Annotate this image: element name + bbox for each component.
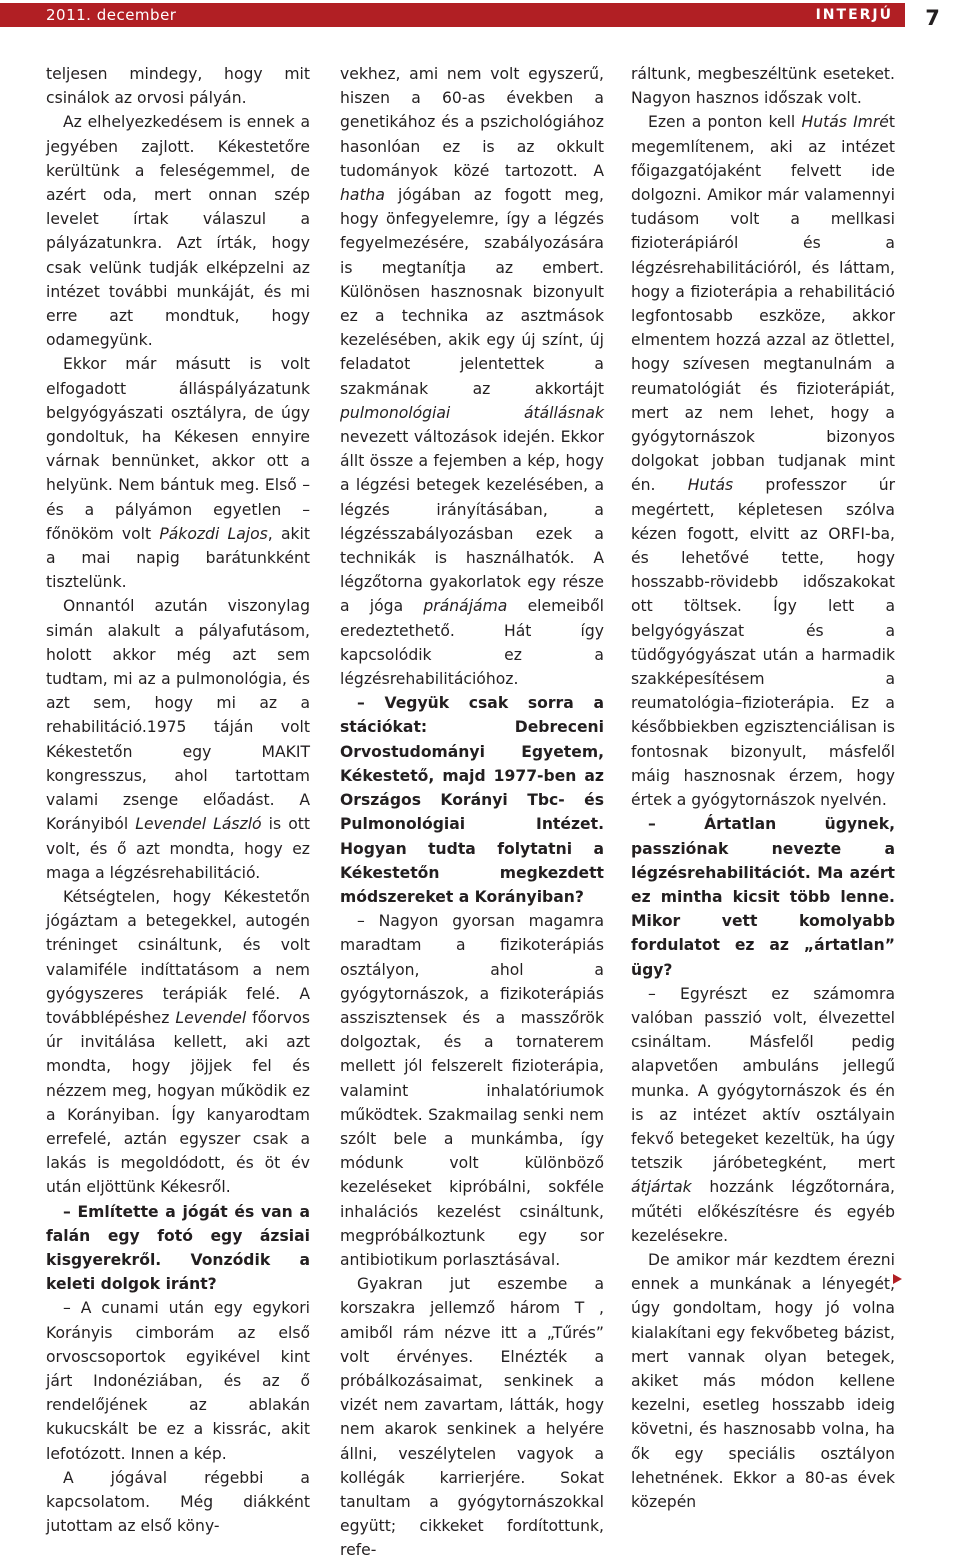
italic-text: hatha	[340, 186, 385, 205]
page-number: 7	[925, 6, 940, 30]
text-run: hozzánk légzőtornára, műtéti előkészítésre és egyéb kezelésekre.	[631, 1178, 895, 1245]
text-run: – Vegyük csak sorra a stációkat: Debreceni Orvostudományi Egyetem, Kékestető, majd 1977-ben az Országos Korányi Tbc- és Pulmonológiai Intézet. Hogyan tudta folytatni a Kékestetőn megkezdett módszereket a Korányiban?	[340, 694, 604, 906]
paragraph	[46, 110, 310, 352]
text-run: jógában az fogott meg, hogy önfegyelemre, így a légzés fegyelmezésére, szabályozására is megtanítja az embert. Különösen hasznosnak bizonyult ez a technika az asztmások kezelésében, akik egy új színt, új feladatot jelentettek a szakmának az akkortájt	[340, 186, 604, 398]
article-column-2	[340, 62, 604, 1563]
text-run: Gyakran jut eszembe a korszakra jellemző három T , amiből rám nézve itt a „Tűrés” volt érvényes. Elnézték a próbálkozásaimat, senkinek a vizét nem zavartam, látták, hogy nem akarok senkinek a helyére állni, veszélytelen vagyok a kollégák karrierjére. Sokat tanultam a gyógytornászokkal együtt; cikkeket fordítottunk, refe-	[340, 1275, 604, 1560]
section-label: INTERJÚ	[815, 7, 893, 23]
text-run: Ezen a ponton kell	[648, 113, 802, 132]
paragraph	[631, 110, 895, 812]
text-run: Onnantól azután viszonylag simán alakult a pályafutásom, holott akkor még azt sem tudtam, mi az a pulmonológia, és azt sem, hogy mi az a rehabilitáció.1975 táján volt Kékestetőn egy MAKIT kongresszus, ahol tartottam valami zsenge előadást. A Korányiból	[46, 597, 310, 834]
italic-text: pulmonológiai átállásnak	[340, 403, 604, 422]
italic-text: Levendel László	[135, 815, 262, 834]
interview-question	[631, 812, 895, 981]
italic-text: Pákozdi Lajos	[159, 524, 268, 543]
paragraph	[631, 982, 895, 1248]
text-run: , akit a mai napig barátunkként tisztelünk.	[46, 524, 310, 592]
text-run: De amikor már kezdtem érezni ennek a munkának a lényegét, úgy gondoltam, hogy jó volna kialakítani egy fekvőbeteg bázist, mert vannak olyan betegek, akiket más módon kellene kezelni, esetleg hosszabb ideig követni, és hasznosabb volna, ha ők egy speciális osztályon lehetnének. Ekkor a 80-as évek közepén	[631, 1250, 895, 1511]
italic-text: Levendel	[175, 1008, 247, 1027]
paragraph	[340, 909, 604, 1272]
text-run: – Nagyon gyorsan magamra maradtam a fizikoterápiás osztályon, ahol a gyógytornászok, a fizikoterápiás asszisztensek és a masszőrök dolgoztak, és a tornaterem mellett jól felszerelt fizioterápia, valamint inhalatóriumok működtek. Szakmailag senki nem szólt bele a munkámba, így módunk volt különböző kezeléseket kipróbálni, sokféle inhalációs kezelést csináltunk, megpróbálkoztunk egy sor antibiotikum porlasztásával.	[340, 912, 604, 1269]
interview-question	[340, 691, 604, 909]
header-bar	[0, 3, 905, 27]
text-run: – A cunami után egy egykori Korányis cimborám az első orvoscsoportok egyikével kint járt Indonéziában, és az ő rendelőjének az ablakán kukucskált be ez a kissrác, akit lefotózott. Innen a kép.	[46, 1299, 310, 1463]
text-run: is ott volt, és ő azt mondta, hogy ez maga a légzésrehabilitáció.	[46, 815, 310, 882]
paragraph	[46, 885, 310, 1200]
paragraph	[46, 352, 310, 594]
text-run: Az elhelyezkedésem is ennek a jegyében zajlott. Kékestetőre kerültünk a feleségemmel, de azért oda, mert onnan szép levelet írtak válaszul a pályázatunkra. Azt írták, hogy csak velünk tudják elképzelni az intézet további munkáját, és mi erre azt mondtuk, hogy odamegyünk.	[46, 113, 310, 350]
text-run: vekhez, ami nem volt egyszerű, hiszen a 60-as években a genetikához és a pszichológiához hasonlóan ez is az okkult tudományok közé tartozott. A	[340, 65, 604, 180]
italic-text: Hutás	[687, 476, 734, 495]
issue-date: 2011. december	[46, 6, 177, 24]
text-run: – Ártatlan ügynek, passziónak nevezte a légzésrehabilitációt. Ma azért ez mintha kicsit több lenne. Mikor vett komolyabb fordulatot ez az „ártatlan” ügy?	[631, 815, 895, 979]
paragraph	[340, 62, 604, 691]
italic-text: pránájáma	[423, 597, 508, 616]
text-run: A jógával régebbi a kapcsolatom. Még diákként jutottam az első köny-	[46, 1468, 310, 1536]
paragraph	[46, 594, 310, 884]
paragraph	[46, 62, 310, 110]
paragraph	[631, 1248, 895, 1514]
italic-text: átjártak	[631, 1178, 692, 1197]
paragraph	[46, 1466, 310, 1539]
text-run: főorvos úr invitálása kellett, aki azt mondta, hogy jöjjek fel és nézzem meg, hogyan működik ez a Korányiban. Így kanyarodtam errefelé, aztán egyszer csak a lakás is megoldódott, és öt év után eljöttünk Kékesről.	[46, 1008, 310, 1197]
text-run: Ekkor már másutt is volt elfogadott álláspályázatunk belgyógyászati osztályra, de úgy gondoltuk, ha Kékesen ennyire várnak bennünket, akkor ott a helyünk. Nem bántuk meg. Első – és a pályámon egyetlen – főnököm volt	[46, 355, 310, 543]
text-run: – Egyrészt ez számomra valóban passzió volt, élvezettel csináltam. Másfelől pedig alapvetően ambuláns jellegű munka. A gyógytornászok és én is az intézet aktív osztályain fekvő betegeket kezeltük, ha úgy tetszik járóbetegként, mert	[631, 984, 895, 1173]
text-run: teljesen mindegy, hogy mit csinálok az orvosi pályán.	[46, 65, 310, 108]
text-run: Kétségtelen, hogy Kékestetőn jógáztam a betegekkel, autogén tréninget csináltunk, és volt valamiféle indíttatásom a nem gyógyszeres terápiák felé. A továbblépéshez	[46, 887, 310, 1027]
interview-question	[46, 1200, 310, 1297]
text-run: t megemlítenem, aki az intézet főigazgatójaként felvett ide dolgozni. Amikor már valamennyi tudásom volt a mellkasi fizioterápiáról és a légzésrehabilitációról, és láttam, hogy a fizioterápia a rehabilitáció legfontosabb eszköze, akkor elmentem hozzá azzal az ötlettel, hogy szívesen megtanulnám a reumatológiát és fizioterápiát, mert az nem lehet, hogy a gyógytornászok bizonyos dolgokat jobban tudjanak mint én.	[631, 113, 895, 495]
text-run: ráltunk, megbeszéltünk eseteket. Nagyon hasznos időszak volt.	[631, 65, 895, 108]
text-run: nevezett változások idején. Ekkor állt össze a fejemben a kép, hogy a légzési betegek kezelésében, a légzés irányításában, a légzésszabályozásban ezek a technikák is használhatók. A légzőtorna gyakorlatok egy része a jóga	[340, 428, 604, 616]
text-run: – Említette a jógát és van a falán egy fotó egy ázsiai kisgyerekről. Vonzódik a keleti dolgok iránt?	[46, 1202, 310, 1294]
continue-arrow-icon	[893, 1274, 902, 1284]
paragraph	[46, 1296, 310, 1465]
text-run: elemeiből eredeztethető. Hát így kapcsolódik ez a légzésrehabilitációhoz.	[340, 597, 605, 689]
article-column-1	[46, 62, 310, 1538]
text-run: professzor úr megértett, képletesen szólva kézen fogott, elvitt az ORFI-ba, és lehetővé tette, hogy hosszabb-rövidebb időszakokat ott töltsek. Így lett a belgyógyászat és a tüdőgyógyászat után a harmadik szakképesítésem a reumatológia–fizioterápia. Ez a későbbiekben egzisztenciálisan is fontosnak bizonyult, másfelől máig hasznosnak érzem, hogy értek a gyógytornászok nyelvén.	[631, 476, 896, 810]
italic-text: Hutás Imré	[801, 113, 889, 132]
paragraph	[631, 62, 895, 110]
paragraph	[340, 1272, 604, 1562]
page-header	[0, 0, 960, 34]
article-column-3	[631, 62, 895, 1514]
